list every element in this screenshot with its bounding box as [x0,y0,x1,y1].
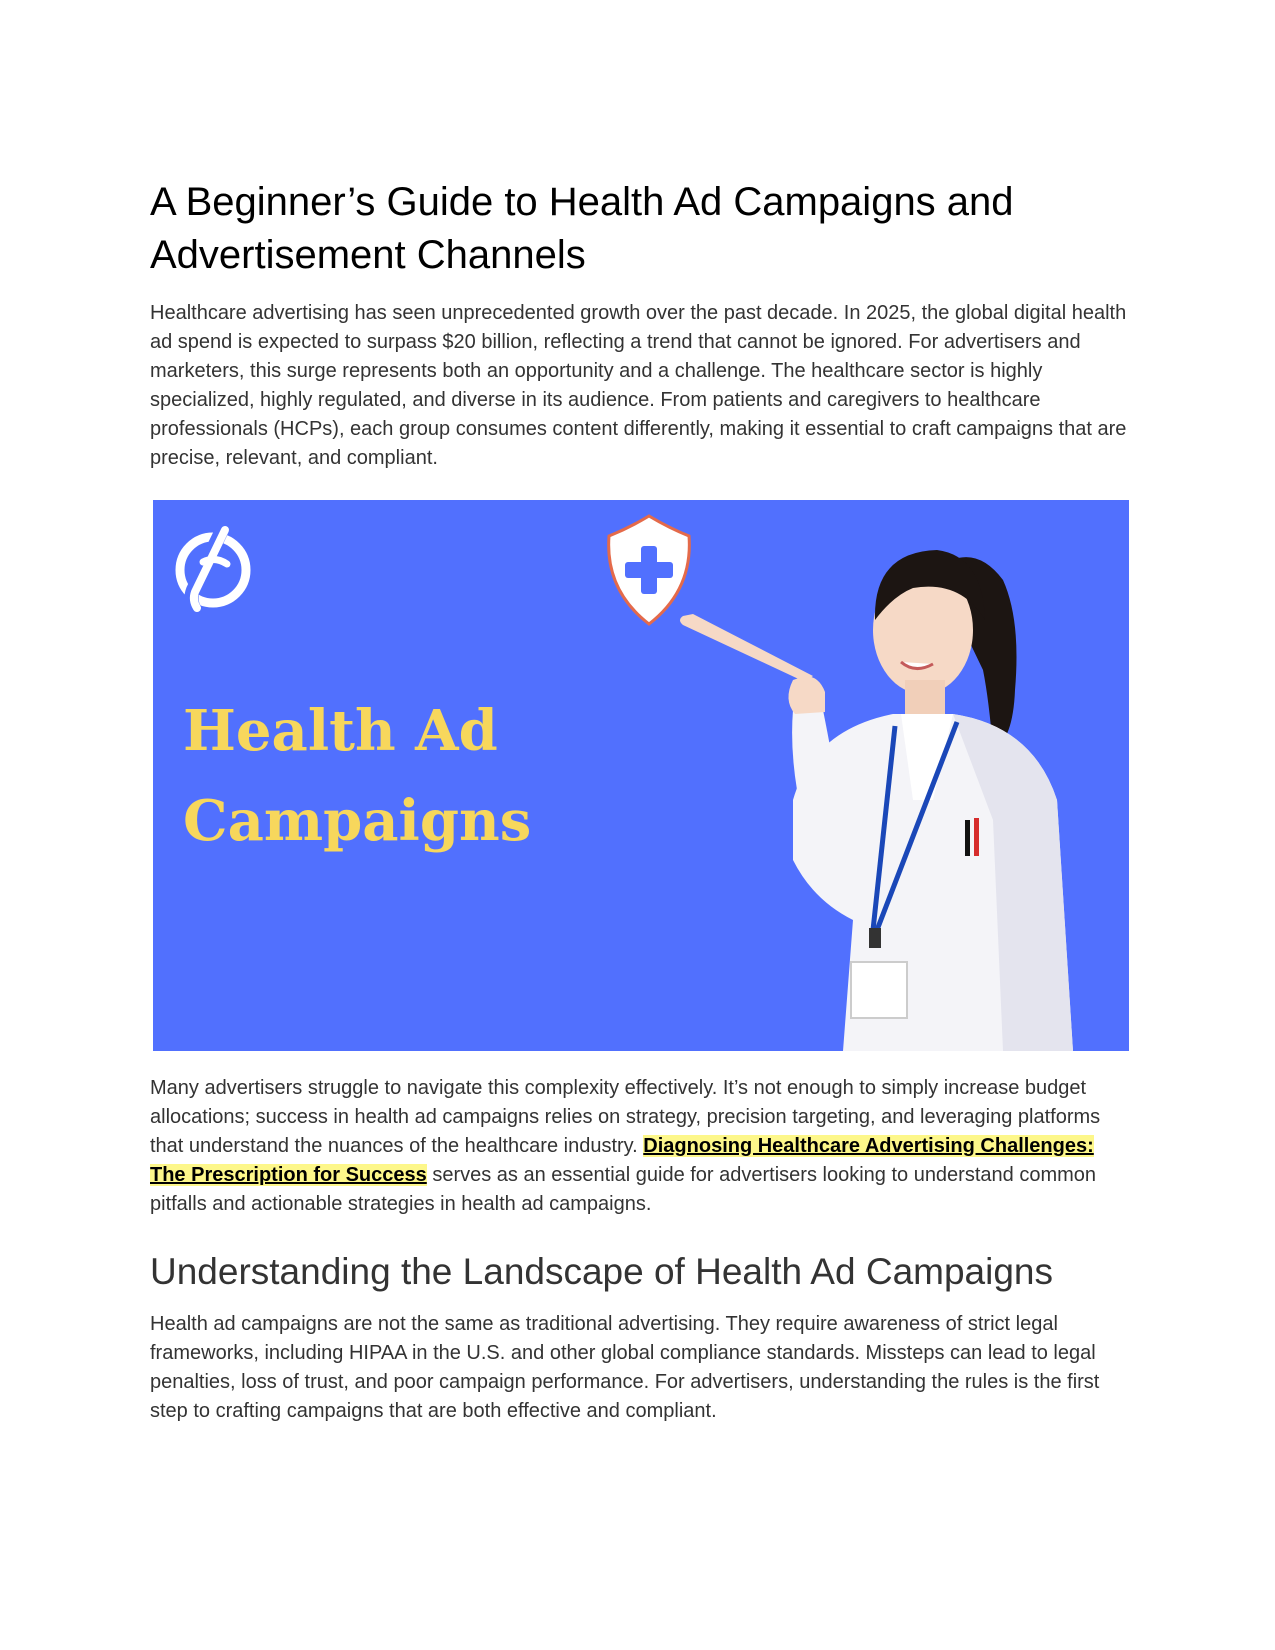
medical-shield-icon [609,516,690,624]
hero-title-line1: Health Ad [183,698,498,764]
section-paragraph: Health ad campaigns are not the same as traditional advertising. They require awareness of strict legal frameworks, including HIPAA in the U.S. and other global compliance standards. Missteps can lead to legal penalties, loss of trust, and poor campaign performance. For advertisers, understanding the rules is the first step to crafting campaigns that are both effective and compliant. [150,1313,1100,1422]
brand-logo-icon [180,528,246,610]
second-paragraph [150,1074,1130,1219]
intro-paragraph: Healthcare advertising has seen unprecedented growth over the past decade. In 2025, the global digital health ad spend is expected to surpass $20 billion, reflecting a trend that cannot be ignored. For advertisers and marketers, this surge represents both an opportunity and a challenge. The healthcare sector is highly specialized, highly regulated, and diverse in its audience. From patients and caregivers to healthcare professionals (HCPs), each group consumes content differently, making it essential to craft campaigns that are precise, relevant, and compliant. [150,302,1127,469]
second-paragraph-tail: serves as an essential guide for advertisers looking to understand common pitfalls and actionable strategies in health ad campaigns. [150,1164,1097,1215]
hero-banner [153,500,1129,1051]
doctor-illustration [680,550,1073,1051]
hero-title [183,686,531,866]
article-title: A Beginner’s Guide to Health Ad Campaigns and Advertisement Channels [150,180,1014,277]
hero-title-line2: Campaigns [183,788,532,854]
article [150,176,1130,1426]
second-paragraph-lead: Many advertisers struggle to navigate this complexity effectively. It’s not enough to simply increase budget allocations; success in health ad campaigns relies on strategy, precision targeting, and leveraging platforms that understand the nuances of the healthcare industry. [150,1077,1101,1157]
section-heading: Understanding the Landscape of Health Ad Campaigns [150,1251,1053,1292]
diagnosing-challenges-link[interactable]: Diagnosing Healthcare Advertising Challenges: The Prescription for Success [150,1135,1094,1186]
